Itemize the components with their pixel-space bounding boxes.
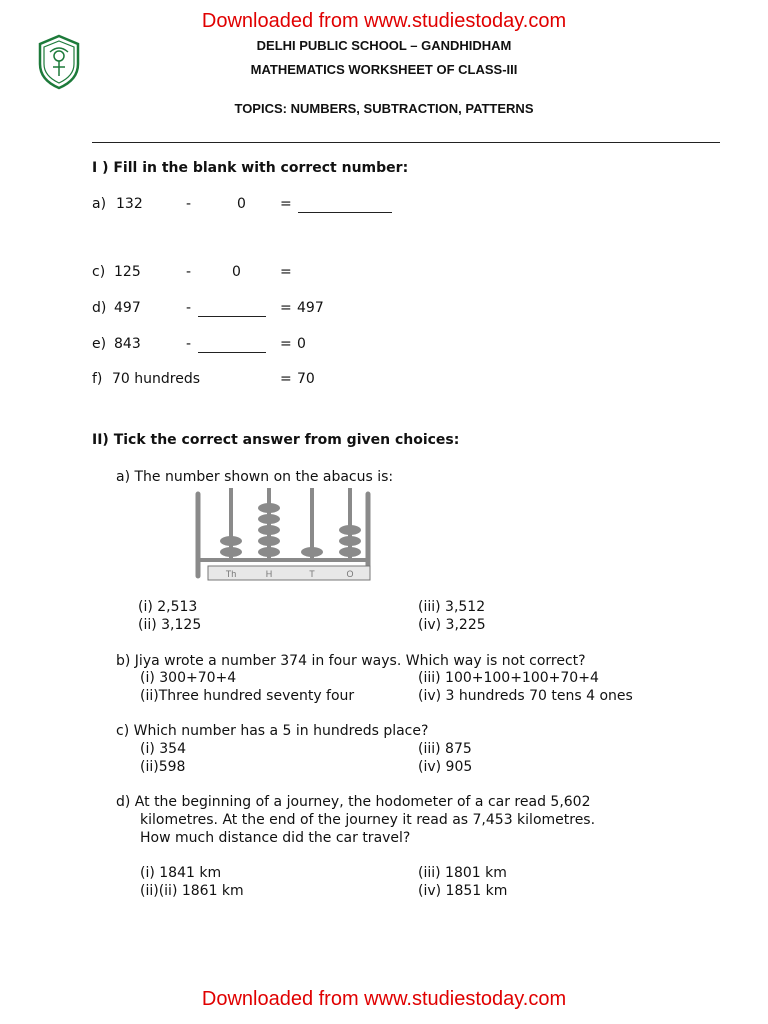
section2-title: II) Tick the correct answer from given choices: <box>92 432 460 448</box>
option-d-iii[interactable]: (iii) 1801 km <box>418 865 507 881</box>
abacus-bead <box>339 525 361 535</box>
option-a-ii[interactable]: (ii) 3,125 <box>138 617 202 633</box>
section1-title: I ) Fill in the blank with correct number: <box>92 160 409 176</box>
question-a: a) The number shown on the abacus is: <box>116 469 394 485</box>
option-c-iii[interactable]: (iii) 875 <box>418 741 472 757</box>
question-c: c) Which number has a 5 in hundreds place? <box>116 723 429 739</box>
abacus-bead <box>258 525 280 535</box>
watermark-bottom: Downloaded from www.studiestoday.com <box>201 988 567 1010</box>
worksheet-title: MATHEMATICS WORKSHEET OF CLASS-III <box>250 62 518 77</box>
abacus-bead <box>258 514 280 524</box>
option-c-i[interactable]: (i) 354 <box>140 741 186 757</box>
abacus-label-th: Th <box>225 569 237 579</box>
abacus-bead <box>220 547 242 557</box>
option-d-ii[interactable]: (ii)(ii) 1861 km <box>140 883 244 899</box>
abacus-bead <box>258 536 280 546</box>
divider <box>92 142 720 143</box>
abacus-bead <box>301 547 323 557</box>
school-name: DELHI PUBLIC SCHOOL – GANDHIDHAM <box>256 38 512 53</box>
topics-line: TOPICS: NUMBERS, SUBTRACTION, PATTERNS <box>234 101 534 116</box>
answer-blank[interactable] <box>198 340 266 353</box>
option-b-iii[interactable]: (iii) 100+100+100+70+4 <box>418 670 599 686</box>
option-c-ii[interactable]: (ii)598 <box>140 759 186 775</box>
abacus-label-o: O <box>346 569 354 579</box>
abacus-bead <box>258 503 280 513</box>
option-d-iv[interactable]: (iv) 1851 km <box>418 883 508 899</box>
abacus-figure <box>192 486 374 582</box>
watermark-top: Downloaded from www.studiestoday.com <box>201 10 567 32</box>
option-b-iv[interactable]: (iv) 3 hundreds 70 tens 4 ones <box>418 688 633 704</box>
abacus-bead <box>258 547 280 557</box>
option-d-i[interactable]: (i) 1841 km <box>140 865 222 881</box>
question-d-line2: kilometres. At the end of the journey it read as 7,453 kilometres. <box>140 812 596 828</box>
answer-blank[interactable] <box>198 304 266 317</box>
question-d-line3: How much distance did the car travel? <box>140 830 411 846</box>
abacus-bead <box>339 536 361 546</box>
option-a-iii[interactable]: (iii) 3,512 <box>418 599 486 615</box>
question-b: b) Jiya wrote a number 374 in four ways. Which way is not correct? <box>116 653 586 669</box>
option-a-iv[interactable]: (iv) 3,225 <box>418 617 486 633</box>
abacus-bead <box>339 547 361 557</box>
option-b-ii[interactable]: (ii)Three hundred seventy four <box>140 688 355 704</box>
option-c-iv[interactable]: (iv) 905 <box>418 759 473 775</box>
abacus-label-h: H <box>265 569 273 579</box>
abacus-label-t: T <box>309 569 315 579</box>
option-b-i[interactable]: (i) 300+70+4 <box>140 670 237 686</box>
abacus-bead <box>220 536 242 546</box>
question-d-line1: d) At the beginning of a journey, the hodometer of a car read 5,602 <box>116 794 591 810</box>
option-a-i[interactable]: (i) 2,513 <box>138 599 198 615</box>
answer-blank[interactable] <box>298 200 392 213</box>
